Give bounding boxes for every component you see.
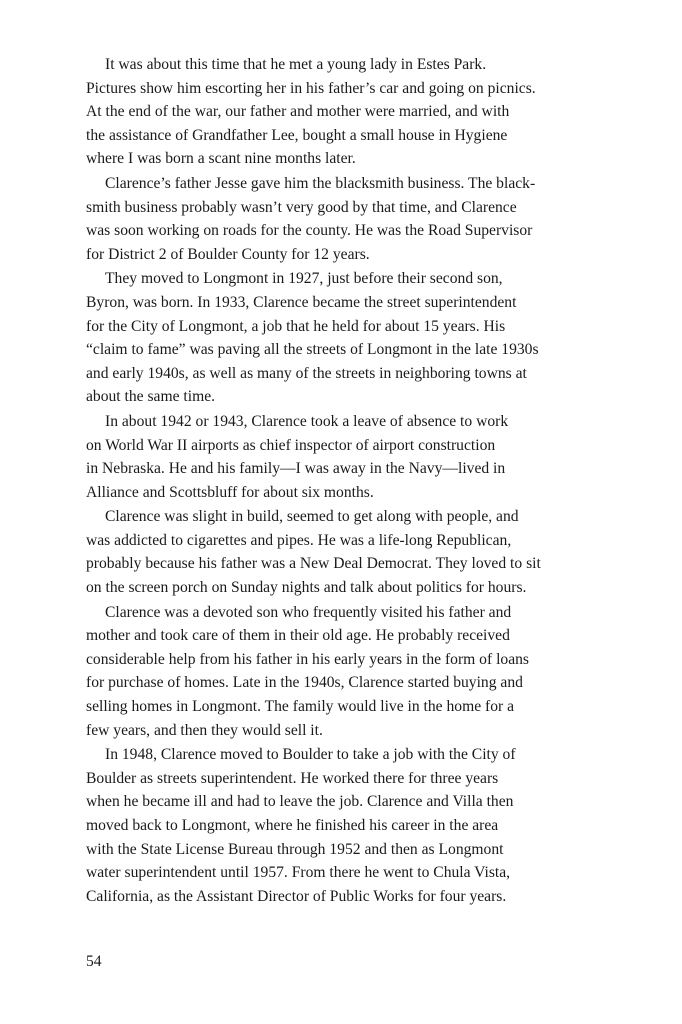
paragraph-1 [86,53,586,171]
text-line: “claim to fame” was paving all the streets of Longmont in the late 1930s [86,341,539,359]
text-line: few years, and then they would sell it. [86,721,323,739]
text-line: Alliance and Scottsbluff for about six months. [86,483,374,501]
text-line: In 1948, Clarence moved to Boulder to take a job with the City of [105,746,516,764]
text-line: with the State License Bureau through 1952 and then as Longmont [86,840,504,858]
text-line: for purchase of homes. Late in the 1940s, Clarence started buying and [86,674,523,692]
text-line: They moved to Longmont in 1927, just before their second son, [105,270,503,288]
text-line: Clarence was slight in build, seemed to get along with people, and [105,508,519,526]
text-line: about the same time. [86,388,216,406]
text-line: when he became ill and had to leave the job. Clarence and Villa then [86,793,514,811]
text-line: was addicted to cigarettes and pipes. He was a life-long Republican, [86,531,512,549]
text-line: Boulder as streets superintendent. He worked there for three years [86,769,499,787]
text-line: Clarence was a devoted son who frequently visited his father and [105,603,512,621]
text-line: Byron, was born. In 1933, Clarence became the street superintendent [86,293,517,311]
text-line: California, as the Assistant Director of Public Works for four years. [86,887,507,905]
text-line: mother and took care of them in their old age. He probably received [86,627,510,645]
text-line: was soon working on roads for the county. He was the Road Supervisor [86,222,533,240]
text-line: on World War II airports as chief inspector of airport construction [86,436,496,454]
text-line: considerable help from his father in his early years in the form of loans [86,650,529,668]
text-line: and early 1940s, as well as many of the streets in neighboring towns at [86,364,527,382]
text-line: Pictures show him escorting her in his father’s car and going on picnics. [86,79,536,97]
paragraph-3 [86,267,586,409]
paragraph-6 [86,601,586,743]
text-line: on the screen porch on Sunday nights and talk about politics for hours. [86,579,527,597]
paragraph-2 [86,172,586,266]
text-line: where I was born a scant nine months later. [86,150,356,168]
text-line: Clarence’s father Jesse gave him the blacksmith business. The black- [105,174,536,192]
text-line: water superintendent until 1957. From there he went to Chula Vista, [86,864,511,882]
text-line: for District 2 of Boulder County for 12 years. [86,245,370,263]
page-body [86,53,586,909]
text-line: It was about this time that he met a young lady in Estes Park. [105,56,487,73]
text-line: moved back to Longmont, where he finished his career in the area [86,817,499,834]
text-line: for the City of Longmont, a job that he held for about 15 years. His [86,317,506,335]
text-line: smith business probably wasn’t very good by that time, and Clarence [86,198,517,216]
paragraph-5 [86,505,586,599]
paragraph-4 [86,410,586,504]
page-number: 54 [86,953,102,970]
text-line: In about 1942 or 1943, Clarence took a leave of absence to work [105,412,509,430]
text-line: in Nebraska. He and his family—I was away in the Navy—lived in [86,460,506,478]
text-line: At the end of the war, our father and mother were married, and with [86,103,510,121]
paragraph-7 [86,743,586,908]
text-line: probably because his father was a New Deal Democrat. They loved to sit [86,555,541,573]
text-line: the assistance of Grandfather Lee, bought a small house in Hygiene [86,126,508,144]
text-line: selling homes in Longmont. The family would live in the home for a [86,698,515,716]
